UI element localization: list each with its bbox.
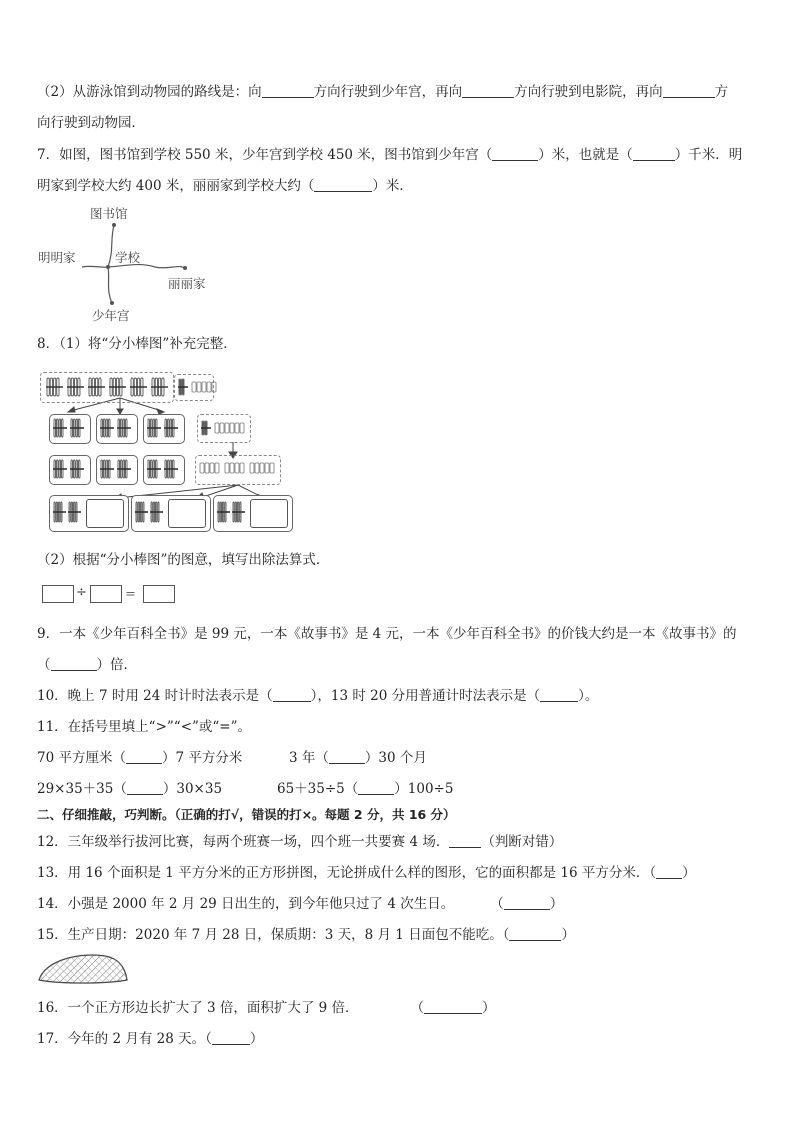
stick-bundle-icon (163, 458, 179, 480)
divisor-box[interactable] (90, 585, 122, 603)
stick-bundle-icon (146, 458, 162, 480)
stick-bundle-icon (163, 417, 179, 439)
loose-sticks-icon (198, 462, 222, 474)
stick-bundle-icon (116, 458, 132, 480)
q16-text-b: （ (410, 1000, 425, 1016)
q14-line (37, 895, 563, 913)
q14-text-a: 14．小强是 2000 年 2 月 29 日出生的，到今年他只过了 4 次生日。 (37, 896, 455, 912)
q11-text: 65＋35÷5（ (277, 781, 359, 797)
q9-line2 (37, 656, 137, 674)
loose-sticks-icon (248, 462, 277, 474)
answer-blank[interactable] (358, 780, 394, 795)
q11-text: 70 平方厘米（ (37, 750, 126, 766)
q11-text: ）30 个月 (364, 750, 427, 766)
q12-line (37, 833, 562, 851)
q8-part2: （2）根据“分小棒图”的图意，填写出除法算式． (37, 552, 330, 568)
q11-row1-a (37, 749, 242, 767)
answer-blank[interactable] (656, 864, 682, 879)
q10-text-a: 10．晚上 7 时用 24 时计时法表示是（ (37, 688, 273, 704)
answer-blank[interactable] (329, 749, 365, 764)
answer-blank[interactable] (126, 749, 162, 764)
q8-part1: 8．（1）将“分小棒图”补充完整． (37, 336, 237, 352)
stick-bundle-icon (69, 417, 85, 439)
stick-bundle-icon (216, 500, 231, 524)
q10-text-c: ）。 (578, 688, 599, 704)
q13-text-b: ） (682, 865, 696, 881)
answer-blank[interactable] (424, 999, 482, 1014)
stick-bundle-icon (129, 376, 148, 398)
quotient-box[interactable] (143, 585, 175, 603)
stick-bundle-icon (99, 458, 115, 480)
q16-line (37, 999, 496, 1017)
q6-2-line1 (37, 83, 728, 101)
stick-bundle-icon (52, 500, 67, 524)
answer-blank[interactable] (449, 833, 481, 848)
q13-line (37, 864, 696, 882)
answer-blank[interactable] (127, 780, 163, 795)
q15-text-b: ） (561, 927, 575, 943)
q10-text-b: ），13 时 20 分用普通计时法表示是（ (310, 688, 541, 704)
q6-2-line2: 向行驶到动物园． (37, 115, 145, 131)
q7-text-c: ）千米．明 (674, 147, 743, 163)
q12-text-a: 12．三年级举行拔河比赛，每两个班赛一场，四个班一共要赛 4 场． (37, 834, 450, 850)
q11-text: ）100÷5 (394, 781, 454, 797)
q17-text-b: ） (249, 1031, 264, 1047)
answer-blank[interactable] (633, 146, 675, 161)
q10-line (37, 687, 598, 705)
q7-text-e: ）米． (372, 178, 413, 194)
stick-bundle-icon (149, 500, 164, 524)
stick-bundle-icon (177, 377, 189, 397)
q11-row2-a (37, 780, 222, 798)
answer-blank[interactable] (262, 83, 314, 98)
q9-text-b: ）倍． (96, 657, 137, 673)
q11-text: 3 年（ (289, 750, 329, 766)
stick-bundle-icon (99, 417, 115, 439)
q15-line (37, 926, 575, 944)
stick-bundle-icon (45, 376, 64, 398)
empty-answer-box[interactable] (168, 499, 206, 528)
stick-diagram (40, 365, 300, 535)
map-label-school: 学校 (115, 250, 141, 265)
q7-text-d: 明家到学校大约 400 米，丽丽家到学校大约（ (37, 178, 315, 194)
q12-text-b: （判断对错） (481, 834, 563, 850)
empty-answer-box[interactable] (250, 499, 288, 528)
answer-blank[interactable] (51, 656, 97, 671)
q16-text-c: ） (482, 1000, 496, 1016)
q9-line1: 9．一本《少年百科全书》是 99 元，一本《故事书》是 4 元，一本《少年百科全书》的价钱大约是一本《故事书》的 (37, 626, 737, 642)
loose-sticks-icon (223, 462, 247, 474)
stick-bundle-icon (52, 458, 68, 480)
answer-blank[interactable] (273, 687, 311, 702)
section-2-title: 二、仔细推敲，巧判断。（正确的打√，错误的打×。每题 2 分，共 16 分） (37, 807, 456, 822)
map-label-youth-palace: 少年宫 (92, 308, 130, 323)
stick-bundle-icon (231, 500, 246, 524)
q9-text-a: （ (37, 657, 51, 673)
stick-bundle-icon (87, 376, 106, 398)
stick-bundle-icon (150, 376, 169, 398)
q13-text-a: 13．用 16 个面积是 1 平方分米的正方形拼图，无论拼成什么样的图形，它的面积都是 16 平方分米．（ (37, 865, 657, 881)
q7-line2 (37, 177, 413, 195)
stick-bundle-icon (116, 417, 132, 439)
map-label-library: 图书馆 (90, 206, 128, 221)
q11-text: ）30×35 (162, 781, 223, 797)
stick-bundle-icon (67, 500, 82, 524)
q11-title: 11．在括号里填上“>”“<”或“=”。 (37, 719, 252, 735)
answer-blank[interactable] (212, 1030, 250, 1045)
map-label-lili: 丽丽家 (168, 276, 206, 291)
answer-blank[interactable] (509, 926, 561, 941)
answer-blank[interactable] (314, 177, 372, 192)
q6-2-text-a: （2）从游泳馆到动物园的路线是：向 (37, 84, 262, 100)
q15-text-a: 15．生产日期：2020 年 7 月 28 日，保质期：3 天，8 月 1 日面包不能吃。（ (37, 927, 510, 943)
stick-bundle-icon (66, 376, 85, 398)
q14-text-c: ） (549, 896, 564, 912)
q17-line (37, 1030, 263, 1048)
q17-text-a: 17．今年的 2 月有 28 天。（ (37, 1031, 212, 1047)
q6-2-text-c: 方向行驶到电影院，再向 (514, 84, 663, 100)
q11-text: ）7 平方分米 (161, 750, 243, 766)
answer-blank[interactable] (540, 687, 578, 702)
stick-bundle-icon (69, 458, 85, 480)
stick-bundle-icon (134, 500, 149, 524)
dividend-box[interactable] (42, 585, 74, 603)
division-sign: ÷ (76, 585, 87, 600)
stick-bundle-icon (146, 417, 162, 439)
q16-text-a: 16．一个正方形边长扩大了 3 倍，面积扩大了 9 倍． (37, 1000, 359, 1016)
equals-sign: = (125, 587, 136, 602)
answer-blank[interactable] (504, 895, 550, 910)
answer-blank[interactable] (492, 146, 538, 161)
map-label-mingming: 明明家 (38, 250, 76, 265)
q7-line1 (37, 146, 742, 164)
bread-icon (35, 950, 130, 986)
stick-bundle-icon (108, 376, 127, 398)
q6-2-text-d: 方 (714, 84, 729, 100)
q7-map (30, 200, 230, 325)
q11-text: 29×35＋35（ (37, 781, 127, 797)
q7-text-a: 7．如图，图书馆到学校 550 米，少年宫到学校 450 米，图书馆到少年宫（ (37, 147, 493, 163)
answer-blank[interactable] (663, 83, 715, 98)
q14-text-b: （ (490, 896, 504, 912)
empty-answer-box[interactable] (86, 499, 124, 528)
q11-row2-b (277, 780, 453, 798)
q6-2-text-b: 方向行驶到少年宫，再向 (313, 84, 463, 100)
stick-bundle-icon (200, 419, 212, 437)
q7-text-b: ）米，也就是（ (538, 147, 633, 163)
loose-sticks-icon (190, 381, 219, 393)
q11-row1-b (289, 749, 427, 767)
loose-sticks-icon (213, 422, 247, 434)
answer-blank[interactable] (462, 83, 514, 98)
stick-bundle-icon (52, 417, 68, 439)
